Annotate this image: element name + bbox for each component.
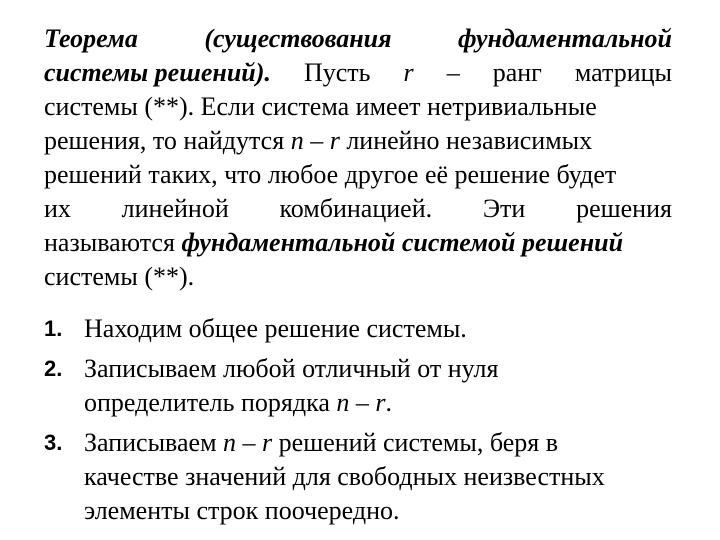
- term-fundamental-system: фундаментальной системой решений: [181, 228, 624, 257]
- word: решения: [576, 194, 672, 223]
- word: Пусть: [303, 58, 371, 87]
- theorem-line-1: [44, 22, 672, 56]
- theorem-line-7: [44, 226, 672, 260]
- step-text: Записываем любой отличный от нуля: [84, 354, 499, 383]
- step-number: 2.: [44, 356, 63, 381]
- theorem-title-word: фундаментальной: [458, 24, 672, 53]
- dash: –: [446, 58, 460, 87]
- var-r: r: [375, 388, 386, 417]
- text: Записываем: [84, 428, 224, 457]
- theorem-title-end: системы решений).: [44, 58, 271, 87]
- word: их: [44, 194, 71, 223]
- dash: –: [349, 388, 376, 417]
- step-text: [84, 426, 684, 460]
- theorem-line-4: [44, 124, 672, 158]
- word: ранг: [492, 58, 542, 87]
- theorem-line-6: [44, 192, 672, 226]
- list-item: [44, 312, 684, 346]
- theorem-text: [44, 22, 672, 294]
- text: решения, то найдутся: [44, 126, 285, 155]
- var-r: r: [329, 126, 340, 155]
- text: решений системы, беря в: [272, 428, 558, 457]
- step-number: 1.: [44, 316, 63, 341]
- dash: –: [236, 428, 263, 457]
- dash: –: [303, 126, 330, 155]
- text: линейно независимых: [339, 126, 593, 155]
- list-item: [44, 426, 684, 528]
- step-text: Находим общее решение системы.: [84, 314, 467, 343]
- theorem-line-2: [44, 56, 672, 90]
- theorem-title-word: (существования: [204, 24, 392, 53]
- steps-list: [44, 312, 684, 534]
- text: .: [385, 388, 393, 417]
- var-r: r: [262, 428, 273, 457]
- text: определитель порядка: [84, 388, 337, 417]
- theorem-line-3: системы (**). Если система имеет нетривиальные: [44, 92, 597, 121]
- var-n: n: [290, 126, 304, 155]
- word: комбинацией.: [279, 194, 433, 223]
- step-text: качестве значений для свободных неизвестных: [84, 462, 605, 491]
- list-item: [44, 352, 684, 420]
- theorem-line-5: решений таких, что любое другое её решение будет: [44, 160, 617, 189]
- step-text: [84, 386, 684, 420]
- var-n: n: [336, 388, 350, 417]
- word: матрицы: [574, 58, 672, 87]
- text: называются: [44, 228, 182, 257]
- var-n: n: [223, 428, 237, 457]
- var-r: r: [403, 58, 414, 87]
- theorem-title-word: Теорема: [44, 24, 138, 53]
- word: Эти: [482, 194, 526, 223]
- step-text: элементы строк поочередно.: [84, 496, 400, 525]
- word: линейной: [121, 194, 229, 223]
- step-number: 3.: [44, 430, 63, 455]
- theorem-line-8: системы (**).: [44, 262, 195, 291]
